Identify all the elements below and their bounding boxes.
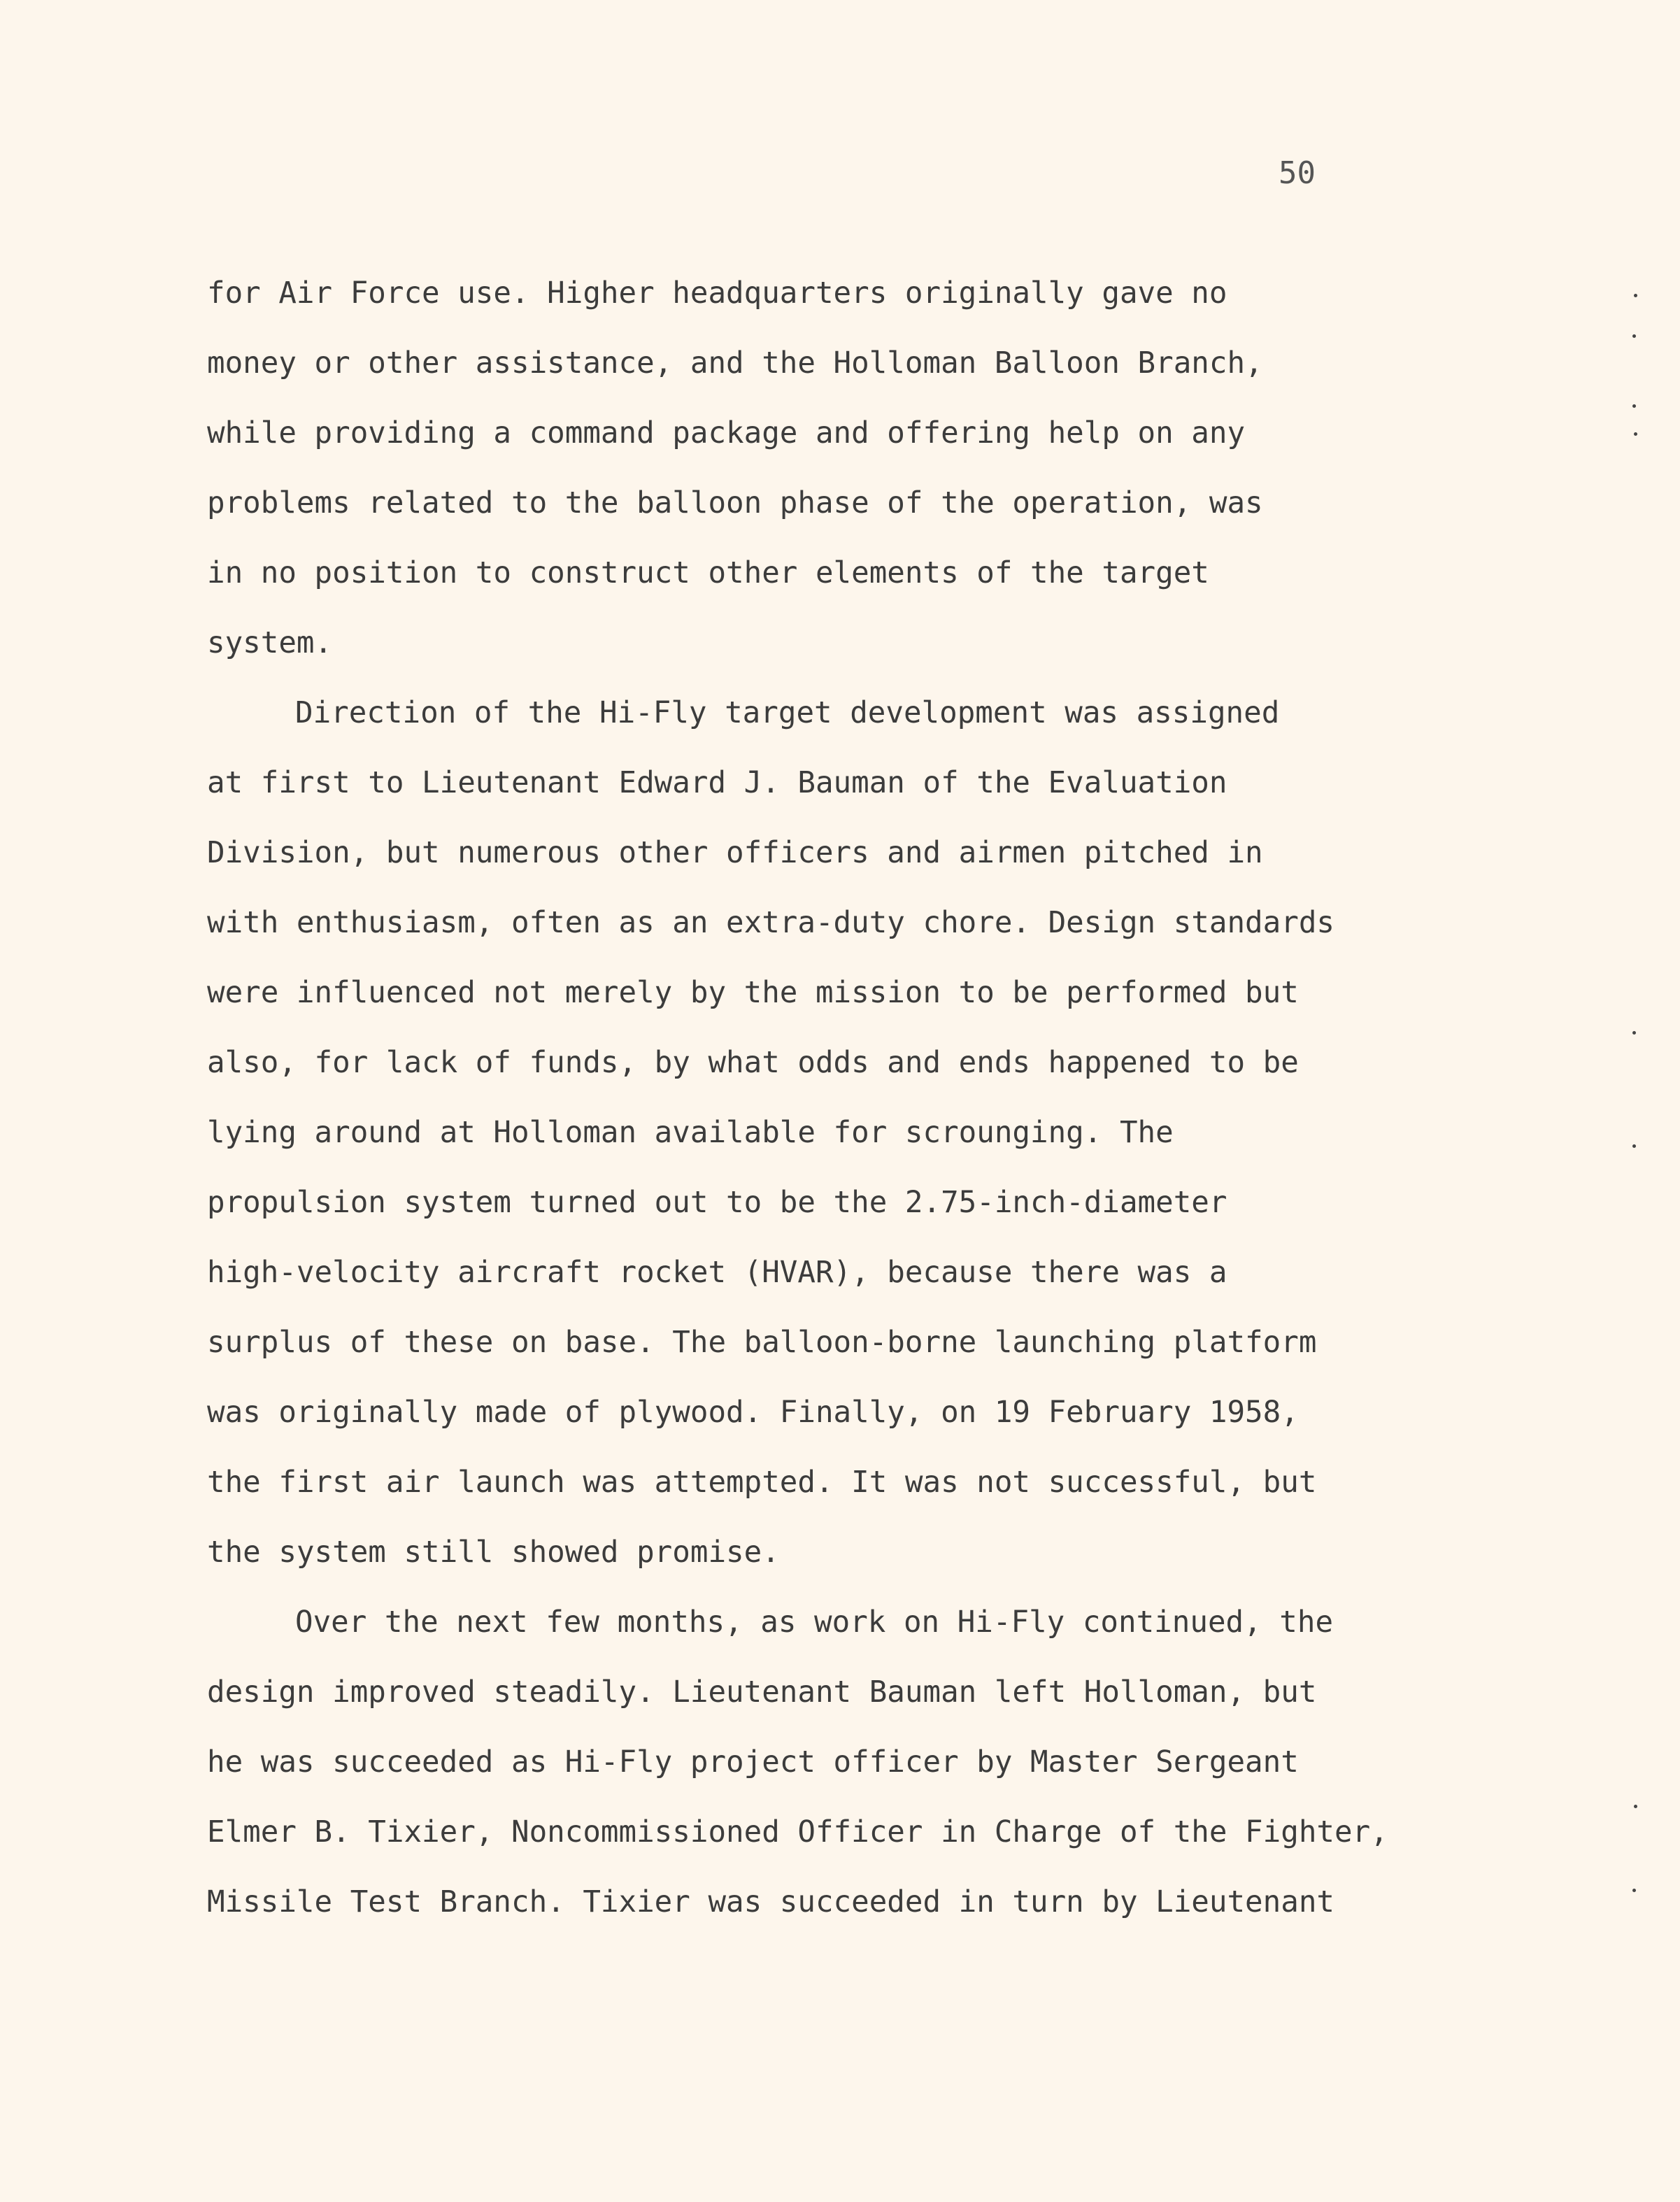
- text-line: high-velocity aircraft rocket (HVAR), because there was a: [207, 1256, 1227, 1290]
- text-line: in no position to construct other elements of the target: [207, 556, 1209, 590]
- text-line: problems related to the balloon phase of the operation, was: [207, 486, 1263, 520]
- text-line: system.: [207, 626, 333, 660]
- text-line: propulsion system turned out to be the 2.75-inch-diameter: [207, 1186, 1227, 1220]
- margin-speck: [1634, 432, 1637, 436]
- text-line: lying around at Holloman available for scrounging. The: [207, 1116, 1174, 1150]
- text-line: the system still showed promise.: [207, 1535, 780, 1570]
- text-line: he was succeeded as Hi-Fly project officer by Master Sergeant: [207, 1745, 1299, 1780]
- text-line: Division, but numerous other officers and airmen pitched in: [207, 836, 1263, 870]
- text-line: was originally made of plywood. Finally, on 19 February 1958,: [207, 1395, 1299, 1430]
- margin-speck: [1632, 334, 1636, 338]
- text-line: design improved steadily. Lieutenant Bauman left Holloman, but: [207, 1675, 1317, 1710]
- body-text: [207, 259, 1388, 1938]
- text-line: the first air launch was attempted. It was not successful, but: [207, 1465, 1317, 1500]
- text-line: for Air Force use. Higher headquarters originally gave no: [207, 276, 1227, 311]
- text-line: money or other assistance, and the Holloman Balloon Branch,: [207, 346, 1263, 381]
- text-line: surplus of these on base. The balloon-borne launching platform: [207, 1326, 1317, 1360]
- margin-speck: [1632, 404, 1636, 408]
- margin-speck: [1632, 1031, 1636, 1035]
- text-line: while providing a command package and offering help on any: [207, 416, 1246, 450]
- margin-speck: [1634, 294, 1637, 297]
- margin-speck: [1632, 1144, 1636, 1148]
- page-number: 50: [1279, 155, 1316, 191]
- paragraph-start-line: Over the next few months, as work on Hi-Fly continued, the: [295, 1605, 1334, 1640]
- text-line: with enthusiasm, often as an extra-duty chore. Design standards: [207, 906, 1334, 940]
- text-line: Elmer B. Tixier, Noncommissioned Officer in Charge of the Fighter,: [207, 1815, 1388, 1849]
- text-line: were influenced not merely by the mission to be performed but: [207, 976, 1299, 1010]
- paragraph-start-line: Direction of the Hi-Fly target development was assigned: [295, 696, 1280, 730]
- margin-speck: [1634, 1805, 1637, 1808]
- text-line: at first to Lieutenant Edward J. Bauman of the Evaluation: [207, 766, 1227, 800]
- text-line: Missile Test Branch. Tixier was succeeded in turn by Lieutenant: [207, 1885, 1334, 1919]
- text-line: also, for lack of funds, by what odds and ends happened to be: [207, 1046, 1299, 1080]
- margin-speck: [1632, 1889, 1636, 1892]
